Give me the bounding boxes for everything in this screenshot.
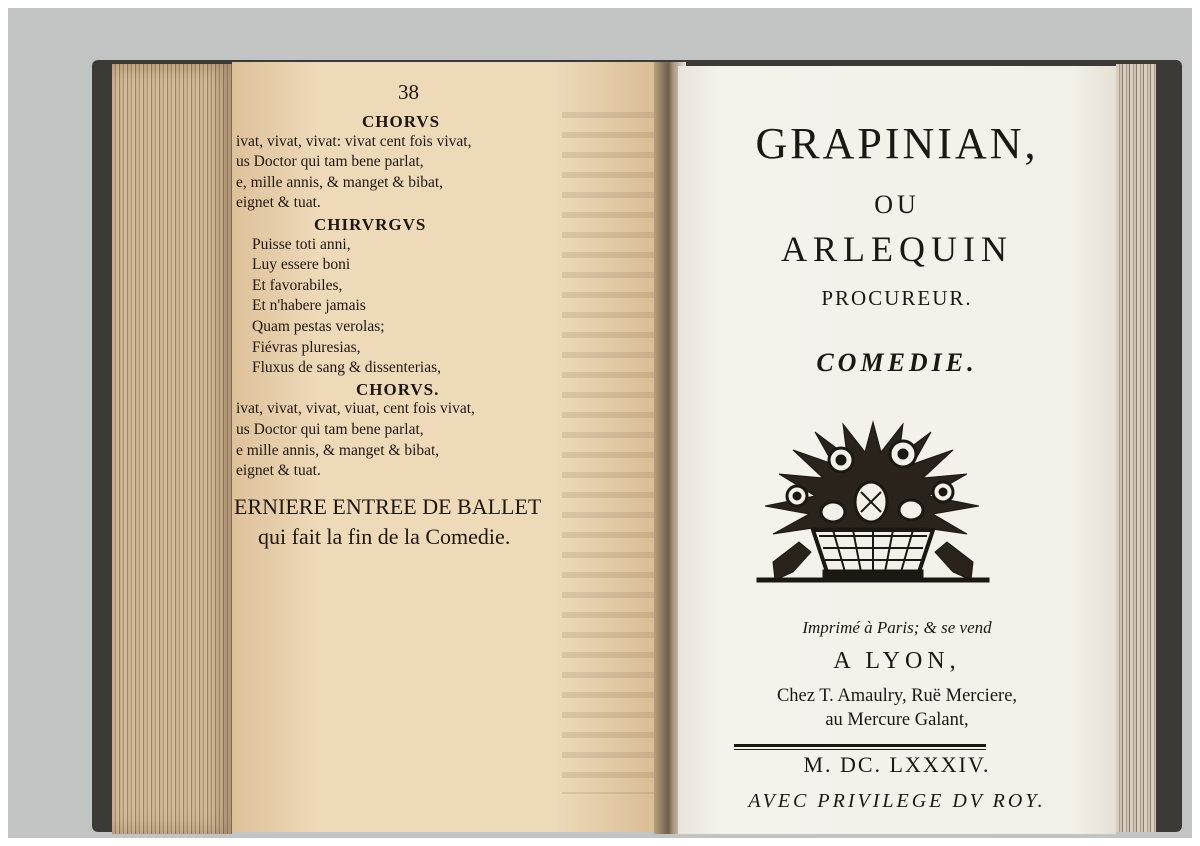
verse-line: ivat, vivat, vivat: vivat cent fois vivat,: [236, 132, 472, 150]
verse-line: Fiévras pluresias,: [252, 338, 361, 356]
genre-label: COMEDIE.: [816, 348, 978, 377]
title-page: [678, 66, 1116, 834]
verse-heading: CHORVS: [362, 112, 441, 131]
right-page-edges: [1116, 64, 1156, 832]
verse-heading: CHIRVRGVS: [314, 215, 427, 234]
subtitle-procureur: PROCUREUR.: [821, 286, 973, 310]
imprint-line: Imprimé à Paris; & se vend: [802, 618, 992, 637]
verse-line: us Doctor qui tam bene parlat,: [236, 421, 424, 438]
page-number: 38: [398, 80, 419, 104]
flower-basket-woodcut-icon: [753, 412, 993, 592]
verse-line: Fluxus de sang & dissenterias,: [252, 359, 441, 377]
verse-line: eignet & tuat.: [236, 462, 321, 480]
title-ou: OU: [874, 190, 920, 219]
verse-line: Puisse toti anni,: [252, 235, 351, 253]
verse-line: e mille annis, & manget & bibat,: [236, 441, 440, 459]
ballet-heading: ERNIERE ENTREE DE BALLET: [234, 494, 542, 519]
verse-line: e, mille annis, & manget & bibat,: [236, 173, 444, 191]
imprint-city: A LYON,: [833, 648, 961, 674]
privilege-line: AVEC PRIVILEGE DV ROY.: [748, 790, 1046, 812]
verse-line: Et n'habere jamais: [252, 297, 366, 315]
left-page: [232, 62, 662, 832]
divider-rule: [734, 744, 986, 747]
verse-heading: CHORVS.: [356, 379, 440, 399]
left-page-edges: [112, 64, 232, 834]
publication-date: M. DC. LXXXIV.: [803, 752, 991, 777]
ballet-subheading: qui fait la fin de la Comedie.: [258, 524, 511, 549]
verse-line: Luy essere boni: [252, 256, 351, 274]
verse-line: Quam pestas verolas;: [252, 318, 385, 335]
divider-rule-thin: [734, 749, 986, 750]
book-title: GRAPINIAN,: [755, 119, 1039, 168]
bleed-through-text: [562, 104, 660, 794]
subtitle-arlequin: ARLEQUIN: [781, 229, 1013, 269]
verse-line: us Doctor qui tam bene parlat,: [236, 153, 424, 171]
imprint-printer: Chez T. Amaulry, Ruë Merciere,: [776, 686, 1018, 706]
verse-line: ivat, vivat, vivat, viuat, cent fois vivat,: [236, 400, 475, 418]
verse-line: eignet & tuat.: [236, 194, 321, 212]
verse-line: Et favorabiles,: [252, 276, 343, 294]
imprint-shop: au Mercure Galant,: [825, 710, 969, 730]
